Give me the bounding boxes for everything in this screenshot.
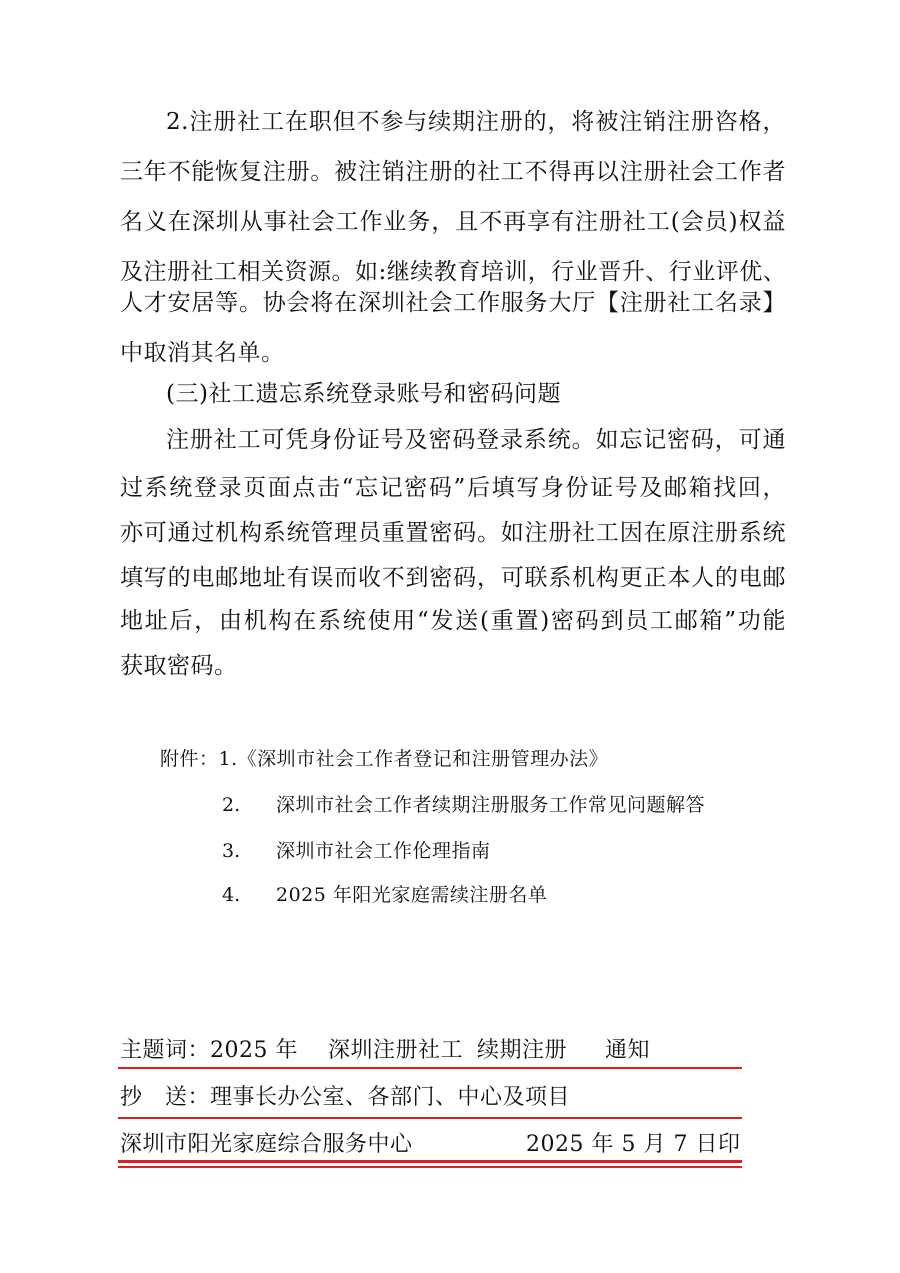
keyword: 续期注册 — [477, 1038, 568, 1063]
paragraph-1-line: 名义在深圳从事社会工作业务，且不再享有注册社工(会员)权益 — [120, 209, 786, 235]
paragraph-2-line: 注册社工可凭身份证号及密码登录系统。如忘记密码，可通 — [166, 427, 786, 453]
section-heading: (三)社工遗忘系统登录账号和密码问题 — [166, 381, 561, 407]
paragraph-2-line: 亦可通过机构系统管理员重置密码。如注册社工因在原注册系统 — [120, 520, 786, 546]
print-date: 2025 年 5 月 7 日印 — [526, 1132, 741, 1157]
red-divider — [118, 1067, 742, 1069]
keywords-row — [120, 1036, 650, 1066]
attachment-item-1-text: 《深圳市社会工作者登记和注册管理办法》 — [237, 748, 609, 770]
attachments-label — [160, 746, 608, 772]
attachment-item-3-num: 3. — [222, 840, 241, 862]
paragraph-2-line: 填写的电邮地址有误而收不到密码，可联系机构更正本人的电邮 — [120, 565, 786, 591]
paragraph-1-line: 及注册社工相关资源。如:继续教育培训，行业晋升、行业评优、 — [120, 259, 787, 285]
attachment-item-1-num: 1. — [218, 748, 238, 770]
keyword: 通知 — [605, 1038, 651, 1063]
keywords-label: 主题词： — [120, 1038, 211, 1063]
keyword: 深圳注册社工 — [328, 1038, 464, 1063]
red-divider — [118, 1117, 742, 1119]
cc-value: 理事长办公室、各部门、中心及项目 — [210, 1085, 571, 1110]
red-double-divider-bottom — [118, 1166, 742, 1168]
paragraph-1-line: 三年不能恢复注册。被注销注册的社工不得再以注册社会工作者 — [120, 159, 786, 185]
paragraph-1-line: 中取消其名单。 — [120, 340, 285, 366]
attachment-item-2-num: 2. — [222, 794, 241, 816]
red-double-divider-top — [118, 1160, 742, 1163]
paragraph-1-line: 人才安居等。协会将在深圳社会工作服务大厅【注册社工名录】 — [120, 290, 786, 316]
attachments-label-text: 附件： — [160, 748, 219, 770]
paragraph-2-line: 地址后，由机构在系统使用“发送(重置)密码到员工邮箱”功能 — [120, 608, 786, 634]
attachment-item-4-num: 4. — [222, 884, 241, 906]
issuer-name: 深圳市阳光家庭综合服务中心 — [120, 1132, 413, 1157]
attachment-item-2-text: 深圳市社会工作者续期注册服务工作常见问题解答 — [276, 794, 706, 816]
attachment-item-4-text: 2025 年阳光家庭需续注册名单 — [276, 884, 548, 906]
keyword: 2025 年 — [210, 1038, 298, 1063]
cc-row — [120, 1083, 570, 1113]
paragraph-2-line: 获取密码。 — [120, 653, 238, 679]
cc-label: 抄 送： — [120, 1085, 211, 1110]
paragraph-2-line: 过系统登录页面点击“忘记密码”后填写身份证号及邮箱找回， — [120, 475, 786, 501]
attachment-item-3-text: 深圳市社会工作伦理指南 — [276, 840, 491, 862]
paragraph-1-line: 2.注册社工在职但不参与续期注册的，将被注销注册咨格， — [166, 109, 786, 135]
